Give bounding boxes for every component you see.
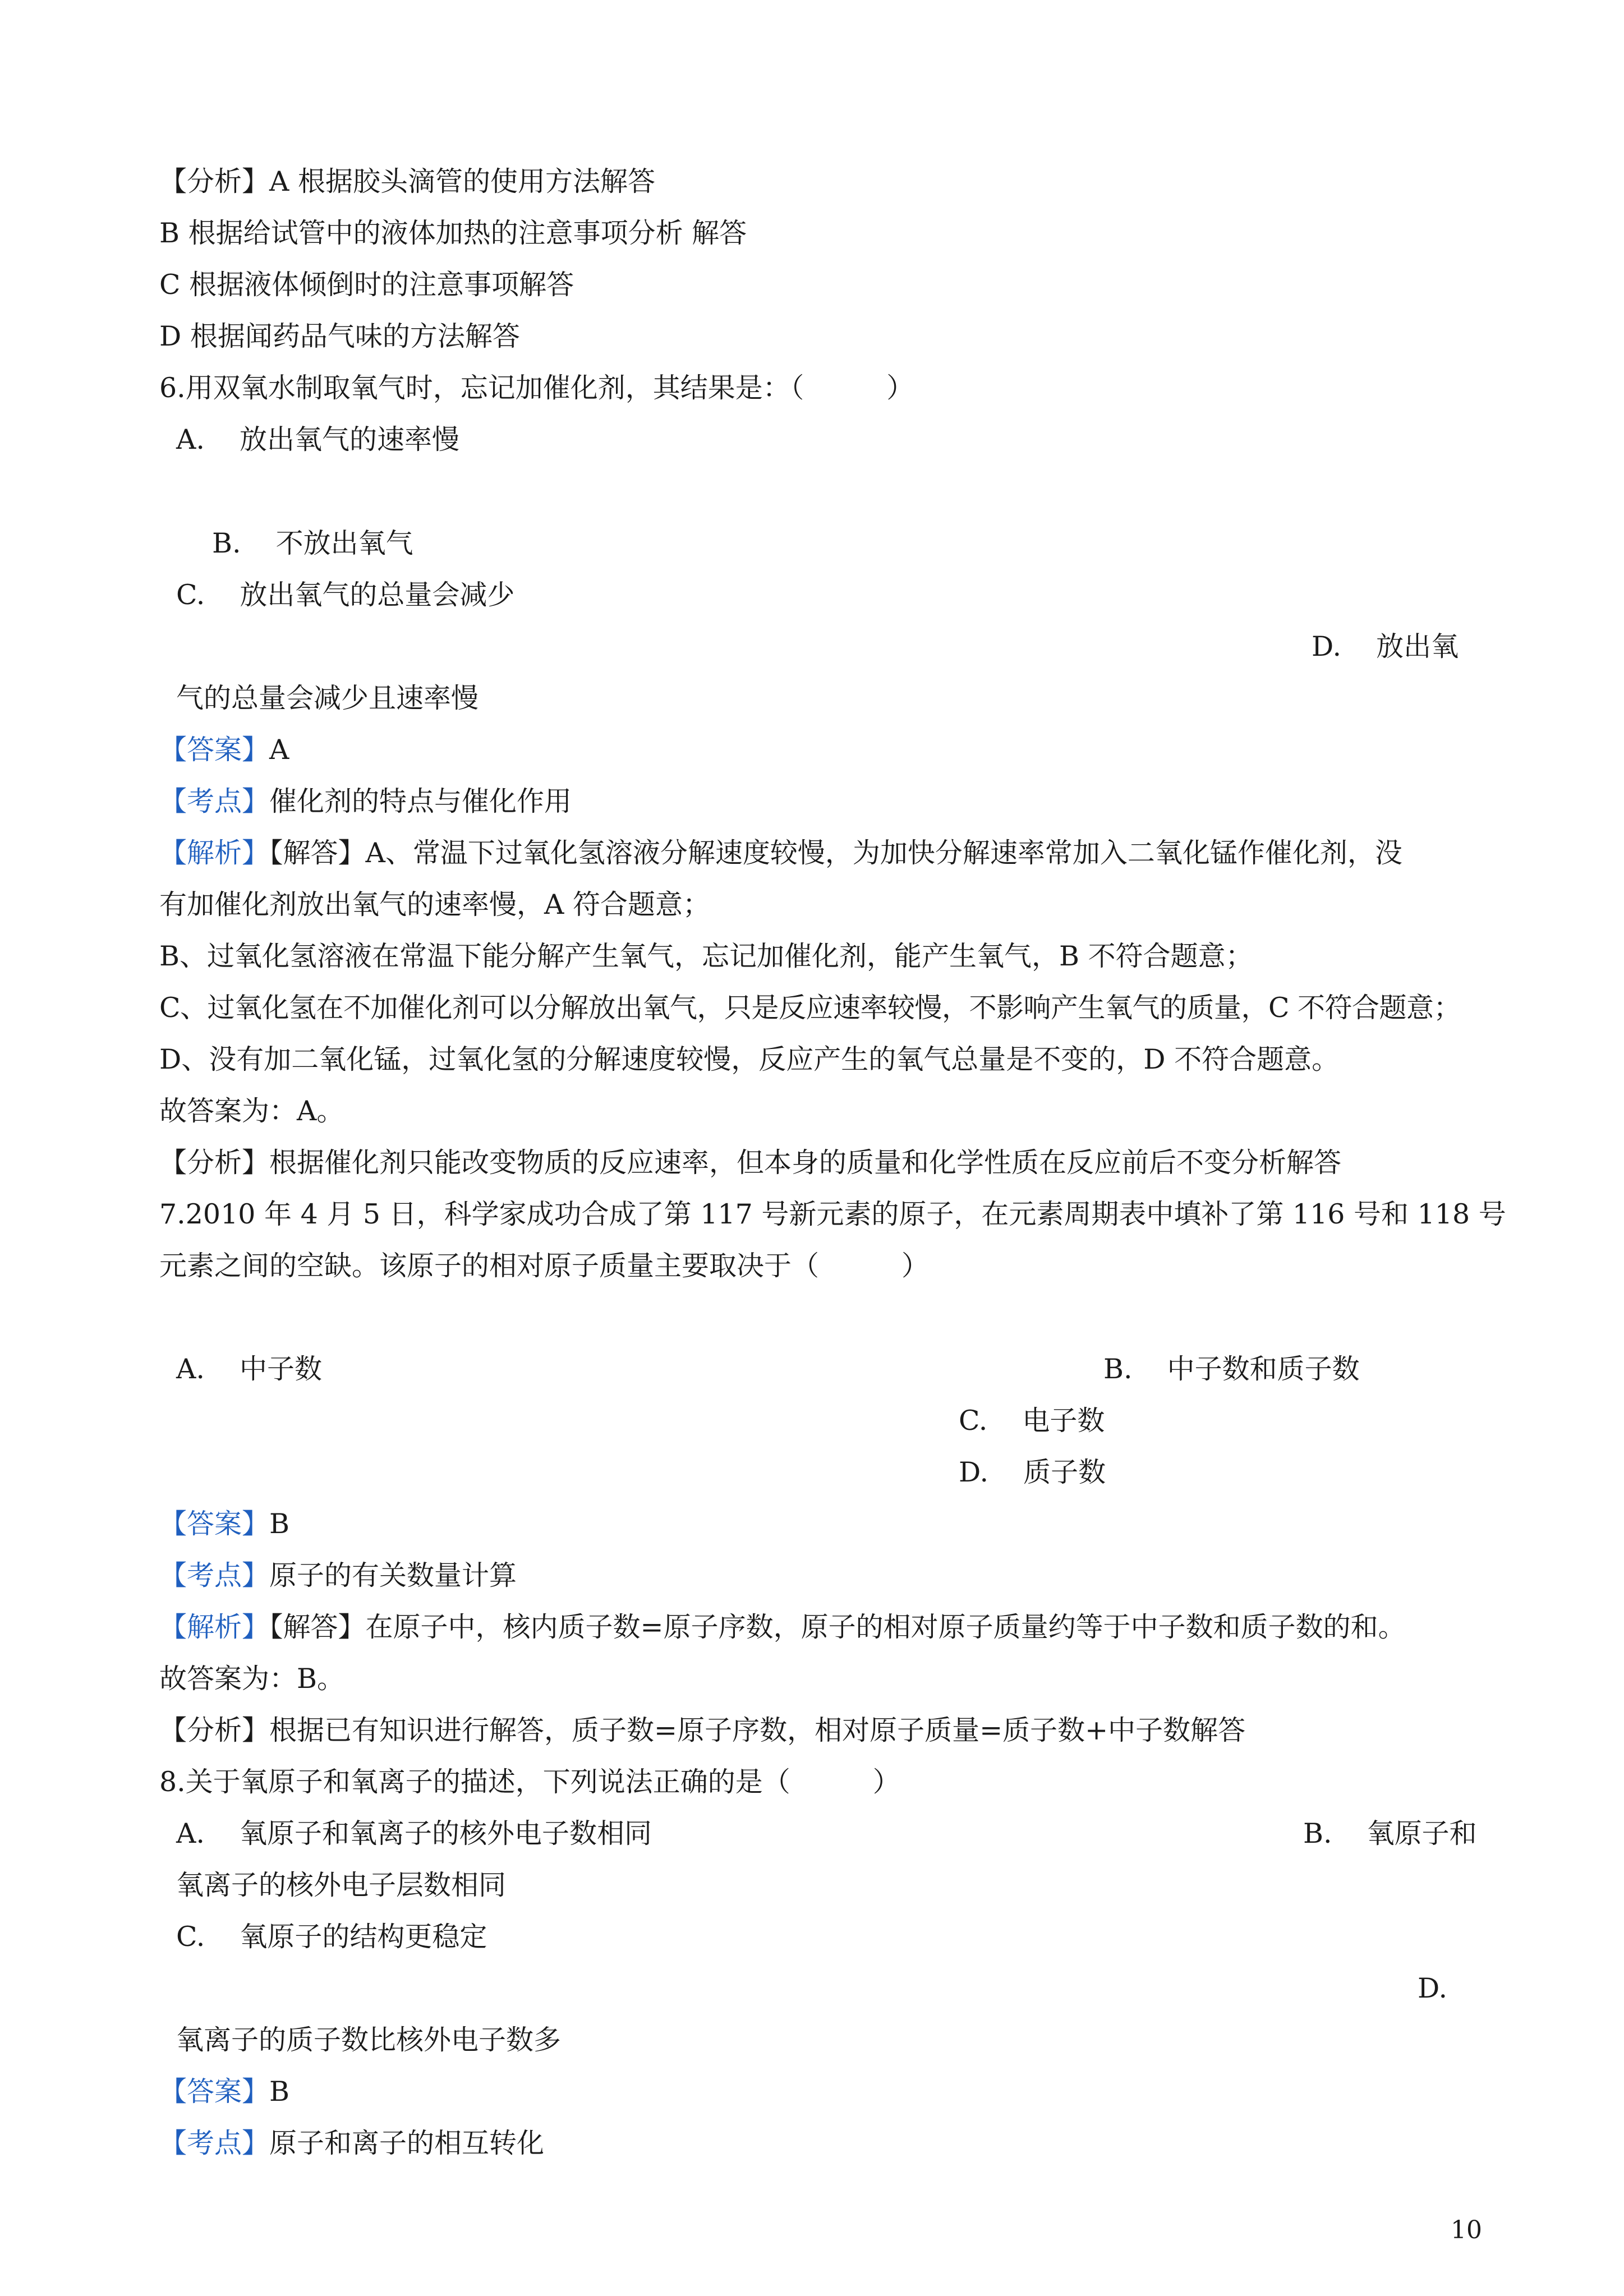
page-number: 10 [1451,2216,1482,2244]
option-b-continued: 氧离子的核外电子层数相同 [176,1869,507,1901]
explanation-label: 【解析】 [159,1611,270,1643]
explanation-line: 【解析】【解答】在原子中，核内质子数=原子序数，原子的相对原子质量约等于中子数和质子数的和。 [159,1611,1406,1643]
topic-line: 【考点】原子和离子的相互转化 [159,2127,545,2159]
question-stem: 元素之间的空缺。该原子的相对原子质量主要取决于（ ） [159,1250,930,1282]
explanation-line: 故答案为：A。 [159,1095,344,1127]
option-a: A. 中子数 [176,1353,322,1385]
topic-label: 【考点】 [159,1559,270,1591]
explanation-line: B、过氧化氢溶液在常温下能分解产生氧气，忘记加催化剂，能产生氧气，B 不符合题意； [159,940,1253,972]
answer-label: 【答案】 [159,1508,270,1540]
analysis-label: 【分析】 [159,165,270,197]
explanation-line: 故答案为：B。 [159,1663,345,1695]
option-d: D. 放出氧 [1312,631,1459,662]
answer-label: 【答案】 [159,734,270,766]
option-b: B. 不放出氧气 [212,527,413,559]
option-b: B. 氧原子和 [1303,1818,1477,1849]
question-stem: 8.关于氧原子和氧离子的描述，下列说法正确的是（ ） [159,1766,900,1798]
answer-label: 【答案】 [159,2076,270,2108]
analysis-label: 【分析】 [159,1714,270,1746]
topic-label: 【考点】 [159,785,270,817]
option-d: D. 质子数 [959,1456,1106,1488]
explanation-line: D、没有加二氧化锰，过氧化氢的分解速度较慢，反应产生的氧气总量是不变的，D 不符合题意。 [159,1043,1340,1075]
analysis-label: 【分析】 [159,1147,270,1179]
explanation-line: 【解析】【解答】A、常温下过氧化氢溶液分解速度较慢，为加快分解速率常加入二氧化锰作催化剂，没 [159,837,1402,869]
answer-line: 【答案】B [159,1508,290,1540]
option-b: B. 中子数和质子数 [1103,1353,1360,1385]
analysis-line: D 根据闻药品气味的方法解答 [159,320,520,352]
option-c: C. 电子数 [959,1405,1105,1437]
analysis-line: 【分析】根据催化剂只能改变物质的反应速率，但本身的质量和化学性质在反应前后不变分析解答 [159,1147,1342,1179]
topic-line: 【考点】原子的有关数量计算 [159,1559,517,1591]
explanation-line: 有加催化剂放出氧气的速率慢，A 符合题意； [159,889,710,921]
question-stem: 7.2010 年 4 月 5 日，科学家成功合成了第 117 号新元素的原子，在元素周期表中填补了第 116 号和 118 号 [159,1198,1506,1230]
topic-line: 【考点】催化剂的特点与催化作用 [159,785,572,817]
analysis-line: 【分析】根据已有知识进行解答，质子数=原子序数，相对原子质量=质子数+中子数解答 [159,1714,1246,1746]
explanation-label: 【解析】 [159,837,270,869]
analysis-line: 【分析】A 根据胶头滴管的使用方法解答 [159,165,655,197]
question-stem: 6.用双氧水制取氧气时，忘记加催化剂，其结果是：（ ） [159,372,914,404]
option-a: A. 氧原子和氧离子的核外电子数相同 [176,1818,652,1849]
option-c: C. 氧原子的结构更稳定 [176,1921,487,1953]
answer-line: 【答案】A [159,734,289,766]
explanation-line: C、过氧化氢在不加催化剂可以分解放出氧气，只是反应速率较慢，不影响产生氧气的质量，C 不符合题意； [159,992,1461,1024]
option-c: C. 放出氧气的总量会减少 [176,579,515,611]
answer-line: 【答案】B [159,2076,290,2108]
analysis-line: B 根据给试管中的液体加热的注意事项分析 解答 [159,217,747,249]
analysis-line: C 根据液体倾倒时的注意事项解答 [159,269,574,301]
option-d-continued: 氧离子的质子数比核外电子数多 [176,2024,562,2056]
option-a: A. 放出氧气的速率慢 [176,424,459,455]
topic-label: 【考点】 [159,2127,270,2159]
option-d-continued: 气的总量会减少且速率慢 [176,682,479,714]
option-d: D. [1418,1972,1448,2004]
